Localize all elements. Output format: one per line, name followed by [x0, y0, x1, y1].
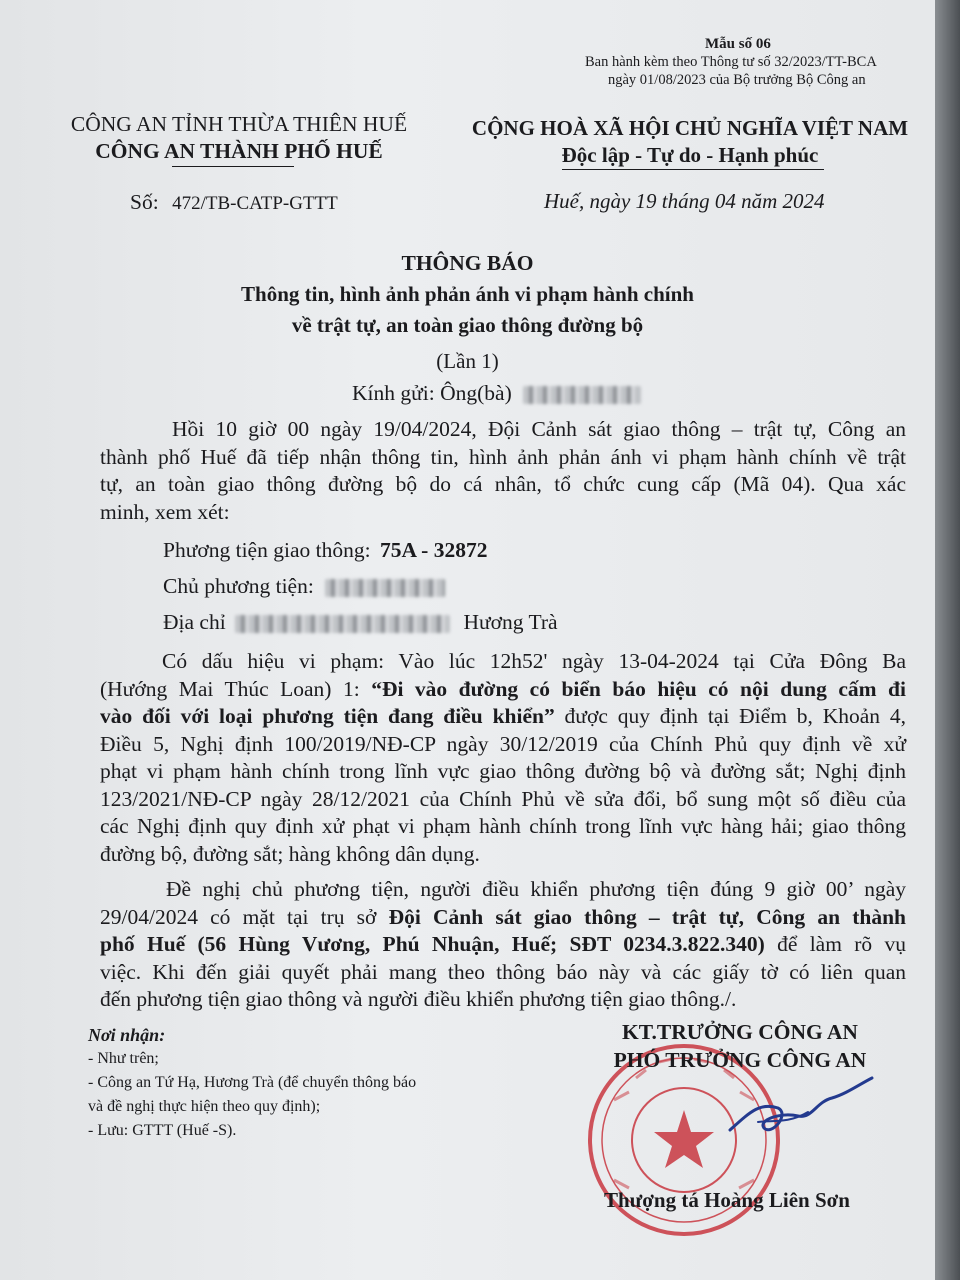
- number-value: 472/TB-CATP-GTTT: [172, 193, 338, 214]
- recipients-title: Nơi nhận:: [88, 1025, 166, 1045]
- violation-line-4: Điều 5, Nghị định 100/2019/NĐ-CP ngày 30/12/2019 của Chính Phủ quy định về xử: [100, 731, 906, 756]
- form-issued-line2: ngày 01/08/2023 của Bộ trưởng Bộ Công an: [608, 72, 866, 88]
- doc-subtitle-1: Thông tin, hình ảnh phản ánh vi phạm hành chính: [241, 282, 694, 306]
- violation-reference: được quy định tại Điểm b, Khoản 4,: [554, 704, 906, 728]
- violation-line-5: phạt vi phạm hành chính trong lĩnh vực giao thông đường bộ và đường sắt; Nghị định: [100, 759, 906, 783]
- number-label: Số:: [130, 190, 159, 214]
- violation-line-1: Có dấu hiệu vi phạm: Vào lúc 12h52' ngày 13-04-2024 tại Cửa Đông Ba: [162, 649, 906, 673]
- document-number: [130, 190, 338, 215]
- agency-name: CÔNG AN THÀNH PHỐ HUẾ: [95, 139, 383, 163]
- agency-underline: [172, 166, 294, 167]
- doc-times: (Lần 1): [436, 349, 499, 373]
- request-line-3: [100, 931, 906, 959]
- violation-location: (Hướng Mai Thúc Loan) 1:: [100, 676, 372, 701]
- request-line-1: Đề nghị chủ phương tiện, người điều khiển phương tiện đúng 9 giờ 00’ ngày: [166, 877, 906, 901]
- signer-name: Thượng tá Hoàng Liên Sơn: [604, 1188, 850, 1212]
- request-paragraph: [100, 876, 906, 1014]
- recipients-item-3: - Lưu: GTTT (Huế -S).: [88, 1122, 237, 1139]
- violation-content-2: vào đối với loại phương tiện đang điều khiển”: [100, 704, 555, 728]
- intro-paragraph: [100, 416, 906, 526]
- violation-line-6: 123/2021/NĐ-CP ngày 28/12/2021 của Chính Phủ về sửa đổi, bổ sung một số điều của: [100, 786, 906, 811]
- motto: Độc lập - Tự do - Hạnh phúc: [561, 143, 819, 167]
- intro-line-2: thành phố Huế đã tiếp nhận thông tin, hình ảnh phản ánh vi phạm hành chính về trật: [100, 444, 906, 469]
- violation-line-3: [100, 703, 906, 731]
- violation-line-7: các Nghị định quy định xử phạt vi phạm hành chính trong lĩnh vực hàng hải; giao thông: [100, 814, 906, 838]
- plate-label: Phương tiện giao thông:: [163, 538, 371, 562]
- redacted-recipient-name: [523, 386, 641, 404]
- desk-background: [935, 0, 960, 1280]
- violation-line-2: [100, 676, 906, 704]
- handwritten-signature: [720, 1072, 880, 1152]
- vehicle-plate-row: [163, 538, 487, 563]
- vehicle-address-row: [163, 610, 558, 635]
- violation-paragraph: [100, 648, 906, 868]
- doc-subtitle-2: về trật tự, an toàn giao thông đường bộ: [291, 313, 644, 337]
- request-line-5: đến phương tiện giao thông và người điều khiển phương tiện giao thông./.: [100, 987, 737, 1011]
- address-tail: Hương Trà: [463, 610, 558, 634]
- recipient-line: [352, 381, 641, 406]
- recipients-item-2: - Công an Tứ Hạ, Hương Trà (để chuyển thông báo: [88, 1074, 417, 1091]
- request-purpose: để làm rõ vụ: [764, 932, 906, 956]
- address-label: Địa chỉ: [163, 610, 226, 634]
- form-issued-line1: Ban hành kèm theo Thông tư số 32/2023/TT-BCA: [585, 54, 877, 70]
- intro-line-1: Hồi 10 giờ 00 ngày 19/04/2024, Đội Cảnh sát giao thông – trật tự, Công an: [172, 417, 906, 441]
- redacted-address: [235, 615, 450, 633]
- request-office-1: Đội Cảnh sát giao thông – trật tự, Công an thành: [388, 904, 906, 929]
- intro-line-3: tự, an toàn giao thông đường bộ do cá nhân, tổ chức cung cấp (Mã 04). Qua xác: [100, 472, 906, 496]
- form-code: Mẫu số 06: [705, 36, 771, 52]
- motto-underline: [562, 169, 824, 170]
- request-date: 29/04/2024 có mặt tại trụ sở: [100, 904, 389, 929]
- plate-value: 75A - 32872: [379, 538, 488, 562]
- vehicle-owner-row: [163, 574, 445, 599]
- redacted-owner-name: [325, 579, 445, 597]
- violation-line-8: đường bộ, đường sắt; hàng không dân dụng.: [100, 841, 480, 866]
- signer-role-2: PHÓ TRƯỞNG CÔNG AN: [613, 1048, 867, 1072]
- violation-content-1: “Đi vào đường có biển báo hiệu có nội dung cấm đi: [371, 676, 906, 701]
- owner-label: Chủ phương tiện:: [163, 574, 314, 598]
- country-name: CỘNG HOÀ XÃ HỘI CHỦ NGHĨA VIỆT NAM: [471, 116, 909, 140]
- request-office-2: phố Huế (56 Hùng Vương, Phú Nhuận, Huế; SĐT 0234.3.822.340): [100, 932, 765, 956]
- place-date: Huế, ngày 19 tháng 04 năm 2024: [544, 189, 825, 213]
- recipients-item-1: - Như trên;: [88, 1050, 159, 1067]
- request-line-2: [100, 904, 906, 932]
- agency-parent: CÔNG AN TỈNH THỪA THIÊN HUẾ: [70, 112, 408, 136]
- intro-line-4: minh, xem xét:: [100, 499, 230, 524]
- recipient-label: Kính gửi: Ông(bà): [352, 381, 512, 405]
- doc-title: THÔNG BÁO: [401, 251, 534, 275]
- request-line-4: việc. Khi đến giải quyết phải mang theo thông báo này và các giấy tờ có liên quan: [100, 959, 906, 984]
- signer-role-1: KT.TRƯỞNG CÔNG AN: [622, 1020, 858, 1044]
- recipients-item-2-cont: và đề nghị thực hiện theo quy định);: [88, 1098, 321, 1115]
